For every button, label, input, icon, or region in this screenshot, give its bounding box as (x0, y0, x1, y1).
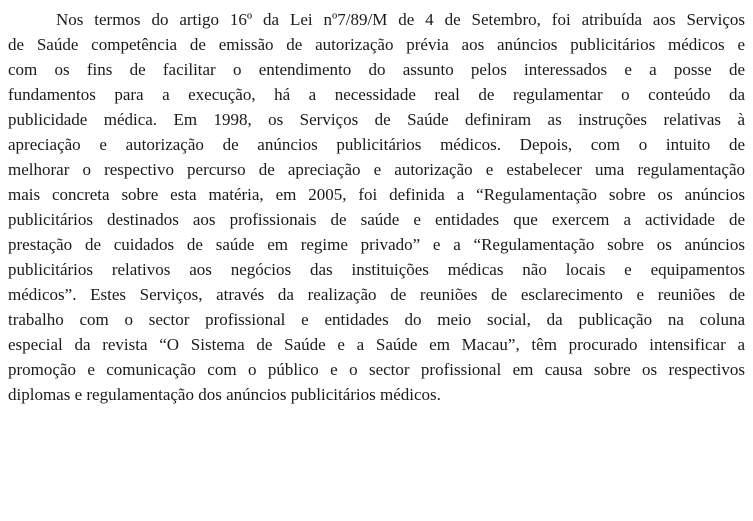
document-page (8, 0, 745, 521)
paragraph-line: de Saúde competência de emissão de autorização prévia aos anúncios publicitários médicos e (8, 35, 745, 54)
paragraph-line: apreciação e autorização de anúncios publicitários médicos. Depois, com o intuito de (8, 135, 745, 154)
paragraph-line: prestação de cuidados de saúde em regime privado” e a “Regulamentação sobre os anúncios (8, 235, 745, 254)
paragraph-line: publicitários destinados aos profissionais de saúde e entidades que exercem a actividade de (8, 210, 745, 229)
paragraph-line: publicitários relativos aos negócios das instituições médicas não locais e equipamentos (8, 260, 745, 279)
paragraph-line: trabalho com o sector profissional e entidades do meio social, da publicação na coluna (8, 310, 745, 329)
paragraph-line: especial da revista “O Sistema de Saúde e a Saúde em Macau”, têm procurado intensificar a (8, 335, 745, 354)
paragraph-line: promoção e comunicação com o público e o sector profissional em causa sobre os respectivos (8, 360, 745, 379)
paragraph-line: publicidade médica. Em 1998, os Serviços de Saúde definiram as instruções relativas à (8, 110, 745, 129)
paragraph-line: com os fins de facilitar o entendimento do assunto pelos interessados e a posse de (8, 60, 745, 79)
paragraph-line: fundamentos para a execução, há a necessidade real de regulamentar o conteúdo da (8, 85, 745, 104)
paragraph-line: médicos”. Estes Serviços, através da realização de reuniões de esclarecimento e reuniões de (8, 285, 745, 304)
paragraph-line: melhorar o respectivo percurso de apreciação e autorização e estabelecer uma regulamentação (8, 160, 745, 179)
paragraph-line: Nos termos do artigo 16º da Lei nº7/89/M de 4 de Setembro, foi atribuída aos Serviços (56, 10, 745, 29)
paragraph-line: mais concreta sobre esta matéria, em 2005, foi definida a “Regulamentação sobre os anúncios (8, 185, 745, 204)
body-paragraph (8, 7, 745, 407)
paragraph-line: diplomas e regulamentação dos anúncios publicitários médicos. (8, 385, 441, 404)
